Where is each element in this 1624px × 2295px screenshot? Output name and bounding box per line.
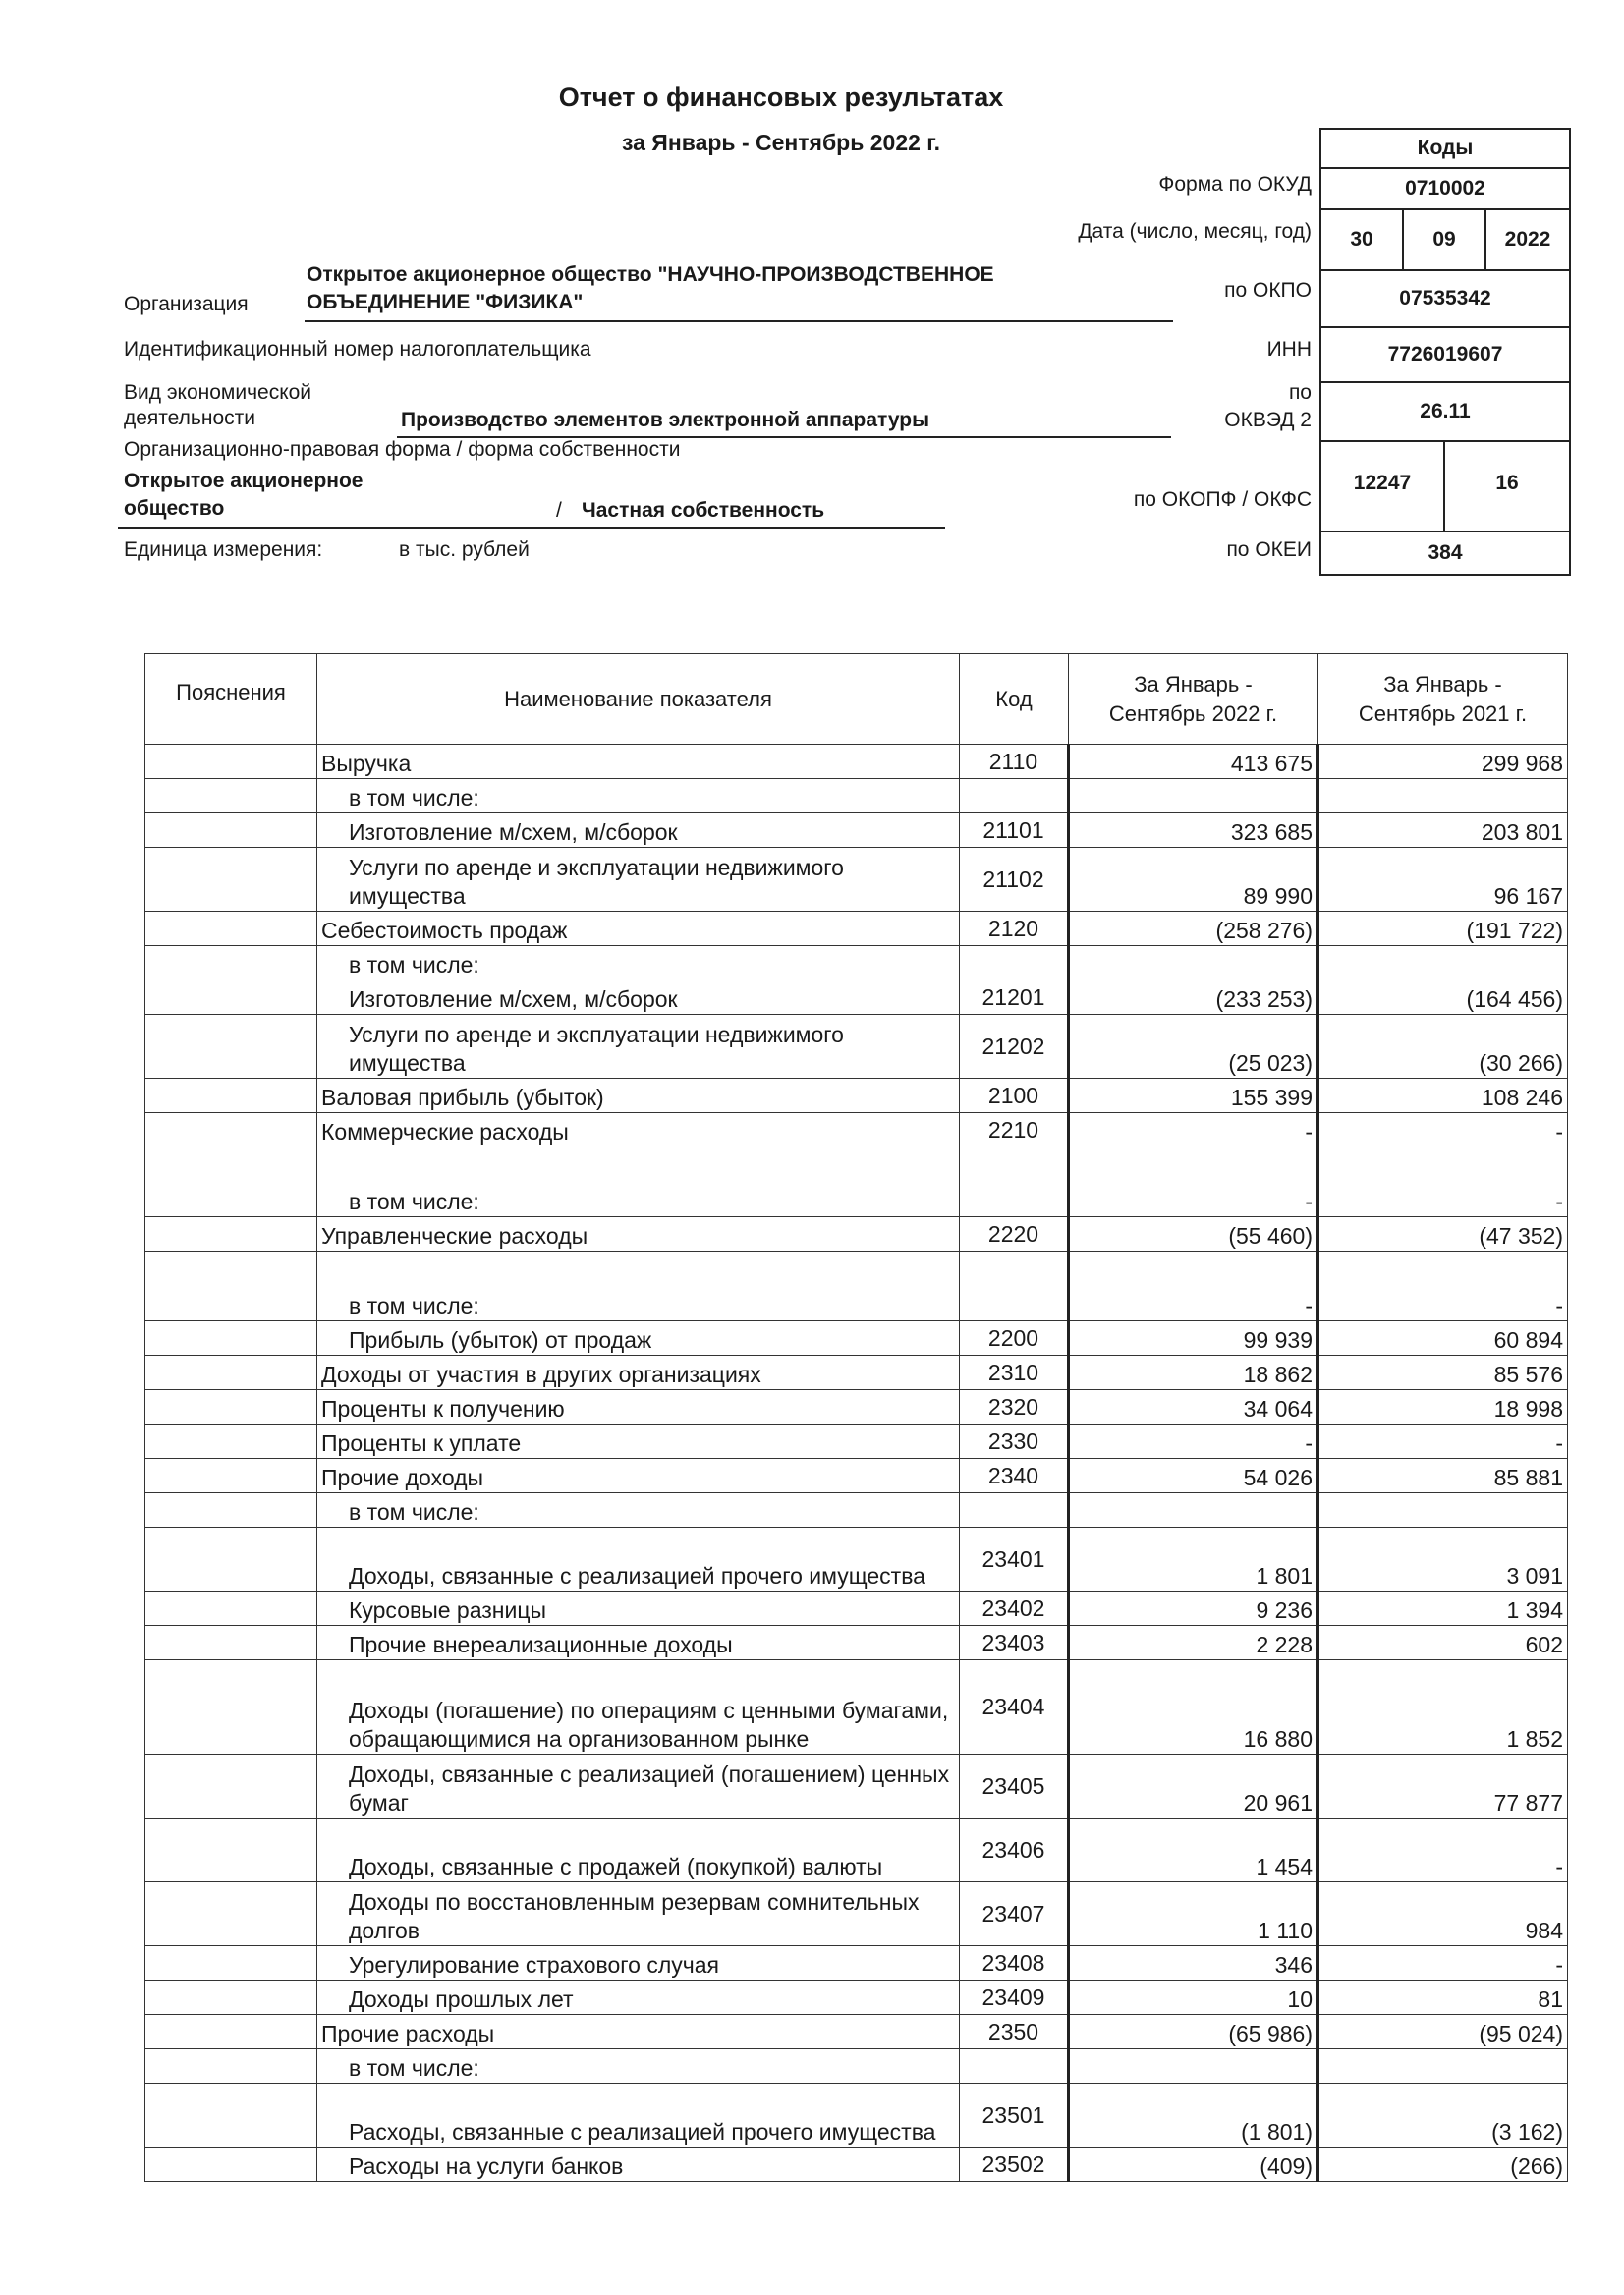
table-row <box>145 980 1568 1015</box>
okei-label: по ОКЕИ <box>1226 538 1312 561</box>
row-explanation <box>145 1113 317 1148</box>
row-current-value: (233 253) <box>1069 980 1318 1015</box>
row-previous-value: 85 881 <box>1318 1459 1568 1493</box>
row-code: 23405 <box>960 1755 1069 1819</box>
row-previous-value: 81 <box>1318 1981 1568 2015</box>
inn-code-label: ИНН <box>1266 338 1312 361</box>
row-name: Изготовление м/схем, м/сборок <box>317 980 960 1015</box>
row-code: 2110 <box>960 745 1069 779</box>
date-month: 09 <box>1402 208 1486 271</box>
row-explanation <box>145 2148 317 2182</box>
table-row <box>145 1321 1568 1356</box>
row-current-value: 413 675 <box>1069 745 1318 779</box>
row-previous-value: 96 167 <box>1318 848 1568 912</box>
table-row <box>145 848 1568 912</box>
row-current-value: 9 236 <box>1069 1592 1318 1626</box>
row-name: Изготовление м/схем, м/сборок <box>317 813 960 848</box>
row-previous-value: - <box>1318 1148 1568 1217</box>
row-explanation <box>145 1459 317 1493</box>
table-row <box>145 1592 1568 1626</box>
table-row <box>145 1079 1568 1113</box>
row-explanation <box>145 1148 317 1217</box>
row-code: 21101 <box>960 813 1069 848</box>
row-current-value <box>1069 2049 1318 2084</box>
table-row <box>145 1217 1568 1252</box>
table-row <box>145 1459 1568 1493</box>
legal-form-slash: / <box>556 499 562 522</box>
row-current-value: - <box>1069 1425 1318 1459</box>
table-body <box>145 745 1568 2182</box>
row-explanation <box>145 2015 317 2049</box>
row-current-value: (25 023) <box>1069 1015 1318 1079</box>
row-current-value: (65 986) <box>1069 2015 1318 2049</box>
row-previous-value: (266) <box>1318 2148 1568 2182</box>
row-current-value: 18 862 <box>1069 1356 1318 1390</box>
row-previous-value <box>1318 2049 1568 2084</box>
row-previous-value: 984 <box>1318 1882 1568 1946</box>
row-code: 23407 <box>960 1882 1069 1946</box>
row-name: Себестоимость продаж <box>317 912 960 946</box>
row-previous-value: 60 894 <box>1318 1321 1568 1356</box>
row-explanation <box>145 1356 317 1390</box>
table-row <box>145 1755 1568 1819</box>
organization-underline <box>305 320 1173 322</box>
row-explanation <box>145 1252 317 1321</box>
table-row <box>145 1015 1568 1079</box>
row-previous-value: 203 801 <box>1318 813 1568 848</box>
row-name: в том числе: <box>317 1493 960 1528</box>
row-current-value: 155 399 <box>1069 1079 1318 1113</box>
header-previous-period: За Январь - Сентябрь 2021 г. <box>1318 654 1568 745</box>
row-name: Расходы на услуги банков <box>317 2148 960 2182</box>
report-period: за Январь - Сентябрь 2022 г. <box>622 130 940 155</box>
okved-label-2: ОКВЭД 2 <box>1224 409 1312 431</box>
date-year: 2022 <box>1484 208 1571 271</box>
row-current-value: 89 990 <box>1069 848 1318 912</box>
row-current-value: (258 276) <box>1069 912 1318 946</box>
table-header-row <box>145 654 1568 745</box>
row-previous-value <box>1318 779 1568 813</box>
row-code: 21202 <box>960 1015 1069 1079</box>
row-explanation <box>145 1390 317 1425</box>
okpo-code: 07535342 <box>1319 269 1571 328</box>
row-code: 23404 <box>960 1660 1069 1755</box>
row-name: Управленческие расходы <box>317 1217 960 1252</box>
row-previous-value: (95 024) <box>1318 2015 1568 2049</box>
date-day: 30 <box>1319 208 1404 271</box>
row-code <box>960 1252 1069 1321</box>
row-previous-value: 85 576 <box>1318 1356 1568 1390</box>
table-row <box>145 946 1568 980</box>
row-name: Курсовые разницы <box>317 1592 960 1626</box>
row-code: 23408 <box>960 1946 1069 1981</box>
row-previous-value: 77 877 <box>1318 1755 1568 1819</box>
row-name: Доходы от участия в других организациях <box>317 1356 960 1390</box>
row-current-value: 16 880 <box>1069 1660 1318 1755</box>
row-previous-value: (3 162) <box>1318 2084 1568 2148</box>
row-name: в том числе: <box>317 1148 960 1217</box>
row-previous-value: (47 352) <box>1318 1217 1568 1252</box>
row-previous-value: 1 394 <box>1318 1592 1568 1626</box>
row-name: Валовая прибыль (убыток) <box>317 1079 960 1113</box>
okei-code: 384 <box>1319 531 1571 576</box>
row-code: 23501 <box>960 2084 1069 2148</box>
header-explanations: Пояснения <box>145 654 317 745</box>
row-name: Выручка <box>317 745 960 779</box>
row-code <box>960 779 1069 813</box>
row-previous-value: (164 456) <box>1318 980 1568 1015</box>
row-current-value: (1 801) <box>1069 2084 1318 2148</box>
row-code <box>960 1493 1069 1528</box>
row-code: 23502 <box>960 2148 1069 2182</box>
row-previous-value: - <box>1318 1819 1568 1882</box>
row-explanation <box>145 1079 317 1113</box>
row-previous-value: 3 091 <box>1318 1528 1568 1592</box>
row-code: 2330 <box>960 1425 1069 1459</box>
row-name: Доходы, связанные с реализацией (погашением) ценных бумаг <box>317 1755 960 1819</box>
table-row <box>145 2049 1568 2084</box>
codes-block <box>1319 128 1571 576</box>
table-row <box>145 1660 1568 1755</box>
row-name: Прочие доходы <box>317 1459 960 1493</box>
row-current-value: 346 <box>1069 1946 1318 1981</box>
table-row <box>145 1390 1568 1425</box>
row-explanation <box>145 1528 317 1592</box>
row-previous-value: - <box>1318 1946 1568 1981</box>
row-name: в том числе: <box>317 779 960 813</box>
unit-label: Единица измерения: <box>124 538 323 561</box>
row-previous-value: (30 266) <box>1318 1015 1568 1079</box>
activity-value: Производство элементов электронной аппаратуры <box>401 409 930 431</box>
row-name: Прочие внереализационные доходы <box>317 1626 960 1660</box>
row-explanation <box>145 1425 317 1459</box>
row-code: 2120 <box>960 912 1069 946</box>
row-explanation <box>145 1493 317 1528</box>
row-current-value: 1 454 <box>1069 1819 1318 1882</box>
row-explanation <box>145 1660 317 1755</box>
row-explanation <box>145 1626 317 1660</box>
row-explanation <box>145 2084 317 2148</box>
table-row <box>145 1626 1568 1660</box>
table-row <box>145 1819 1568 1882</box>
table-row <box>145 1113 1568 1148</box>
header-current-period: За Январь - Сентябрь 2022 г. <box>1069 654 1318 745</box>
row-previous-value: 18 998 <box>1318 1390 1568 1425</box>
header-indicator-name: Наименование показателя <box>317 654 960 745</box>
legal-form-value-2: общество <box>124 497 225 520</box>
inn-label: Идентификационный номер налогоплательщика <box>124 338 591 361</box>
row-name: Услуги по аренде и эксплуатации недвижимого имущества <box>317 848 960 912</box>
table-row <box>145 2084 1568 2148</box>
row-name: в том числе: <box>317 1252 960 1321</box>
table-row <box>145 912 1568 946</box>
legal-form-label: Организационно-правовая форма / форма собственности <box>124 438 681 461</box>
legal-form-value-1: Открытое акционерное <box>124 470 364 492</box>
row-name: Прочие расходы <box>317 2015 960 2049</box>
row-explanation <box>145 813 317 848</box>
row-current-value: 10 <box>1069 1981 1318 2015</box>
row-name: Доходы по восстановленным резервам сомнительных долгов <box>317 1882 960 1946</box>
row-current-value <box>1069 1493 1318 1528</box>
row-explanation <box>145 1882 317 1946</box>
table-row <box>145 745 1568 779</box>
row-current-value: 323 685 <box>1069 813 1318 848</box>
row-code: 2210 <box>960 1113 1069 1148</box>
okopf-code: 12247 <box>1319 440 1445 532</box>
legal-form-underline <box>118 527 945 529</box>
organization-label: Организация <box>124 293 249 315</box>
row-name: Проценты к получению <box>317 1390 960 1425</box>
row-explanation <box>145 1217 317 1252</box>
row-explanation <box>145 745 317 779</box>
table-row <box>145 1425 1568 1459</box>
table-row <box>145 779 1568 813</box>
row-name: Доходы прошлых лет <box>317 1981 960 2015</box>
okud-code: 0710002 <box>1319 167 1571 210</box>
table-row <box>145 2148 1568 2182</box>
row-code: 2220 <box>960 1217 1069 1252</box>
date-label: Дата (число, месяц, год) <box>1078 220 1312 243</box>
row-name: Прибыль (убыток) от продаж <box>317 1321 960 1356</box>
okfs-code: 16 <box>1443 440 1571 532</box>
row-current-value: - <box>1069 1113 1318 1148</box>
table-row <box>145 1148 1568 1217</box>
table-row <box>145 1528 1568 1592</box>
row-previous-value: - <box>1318 1252 1568 1321</box>
table-row <box>145 1493 1568 1528</box>
row-code: 2200 <box>960 1321 1069 1356</box>
row-previous-value: (191 722) <box>1318 912 1568 946</box>
row-current-value: - <box>1069 1252 1318 1321</box>
activity-label-1: Вид экономической <box>124 381 312 404</box>
row-explanation <box>145 946 317 980</box>
row-previous-value: - <box>1318 1425 1568 1459</box>
row-explanation <box>145 2049 317 2084</box>
okved-label-1: по <box>1288 381 1312 404</box>
row-code: 23401 <box>960 1528 1069 1592</box>
okud-label: Форма по ОКУД <box>1158 173 1312 196</box>
row-explanation <box>145 1592 317 1626</box>
row-current-value: - <box>1069 1148 1318 1217</box>
row-name: в том числе: <box>317 946 960 980</box>
row-current-value: 99 939 <box>1069 1321 1318 1356</box>
row-code: 21102 <box>960 848 1069 912</box>
row-explanation <box>145 779 317 813</box>
row-code <box>960 946 1069 980</box>
row-current-value: 1 110 <box>1069 1882 1318 1946</box>
table-row <box>145 1981 1568 2015</box>
row-previous-value: - <box>1318 1113 1568 1148</box>
row-explanation <box>145 980 317 1015</box>
table-row <box>145 1356 1568 1390</box>
row-name: Проценты к уплате <box>317 1425 960 1459</box>
row-explanation <box>145 848 317 912</box>
row-name: Расходы, связанные с реализацией прочего имущества <box>317 2084 960 2148</box>
row-explanation <box>145 1015 317 1079</box>
row-previous-value <box>1318 1493 1568 1528</box>
okopf-label: по ОКОПФ / ОКФС <box>1133 488 1312 511</box>
row-current-value: 54 026 <box>1069 1459 1318 1493</box>
organization-name-line2: ОБЪЕДИНЕНИЕ "ФИЗИКА" <box>307 291 584 313</box>
organization-name-line1: Открытое акционерное общество "НАУЧНО-ПРОИЗВОДСТВЕННОЕ <box>307 263 994 286</box>
row-code <box>960 2049 1069 2084</box>
okved-code: 26.11 <box>1319 381 1571 442</box>
row-code: 2340 <box>960 1459 1069 1493</box>
table-row <box>145 2015 1568 2049</box>
row-previous-value: 1 852 <box>1318 1660 1568 1755</box>
row-code: 2350 <box>960 2015 1069 2049</box>
row-current-value: (55 460) <box>1069 1217 1318 1252</box>
row-code: 23406 <box>960 1819 1069 1882</box>
row-current-value: 1 801 <box>1069 1528 1318 1592</box>
financial-results-table <box>144 653 1568 2182</box>
ownership-value: Частная собственность <box>582 499 825 522</box>
row-explanation <box>145 1321 317 1356</box>
table-row <box>145 1252 1568 1321</box>
row-name: Доходы, связанные с реализацией прочего имущества <box>317 1528 960 1592</box>
row-name: в том числе: <box>317 2049 960 2084</box>
row-current-value <box>1069 779 1318 813</box>
row-explanation <box>145 1819 317 1882</box>
table-row <box>145 813 1568 848</box>
row-name: Доходы (погашение) по операциям с ценными бумагами, обращающимися на организованном рынке <box>317 1660 960 1755</box>
header-code: Код <box>960 654 1069 745</box>
row-code: 2310 <box>960 1356 1069 1390</box>
row-code: 21201 <box>960 980 1069 1015</box>
row-current-value: 34 064 <box>1069 1390 1318 1425</box>
table-row <box>145 1946 1568 1981</box>
unit-value: в тыс. рублей <box>399 538 530 561</box>
activity-label-2: деятельности <box>124 407 255 429</box>
row-explanation <box>145 1946 317 1981</box>
row-name: Услуги по аренде и эксплуатации недвижимого имущества <box>317 1015 960 1079</box>
report-title: Отчет о финансовых результатах <box>558 83 1004 112</box>
row-code: 23409 <box>960 1981 1069 2015</box>
row-explanation <box>145 1755 317 1819</box>
codes-header: Коды <box>1319 128 1571 169</box>
row-code: 23403 <box>960 1626 1069 1660</box>
row-current-value: 2 228 <box>1069 1626 1318 1660</box>
row-previous-value: 602 <box>1318 1626 1568 1660</box>
row-explanation <box>145 912 317 946</box>
row-previous-value: 299 968 <box>1318 745 1568 779</box>
row-name: Доходы, связанные с продажей (покупкой) валюты <box>317 1819 960 1882</box>
row-code: 2100 <box>960 1079 1069 1113</box>
row-code: 23402 <box>960 1592 1069 1626</box>
table-row <box>145 1882 1568 1946</box>
okpo-label: по ОКПО <box>1224 279 1312 302</box>
row-current-value: 20 961 <box>1069 1755 1318 1819</box>
row-current-value <box>1069 946 1318 980</box>
row-previous-value <box>1318 946 1568 980</box>
row-name: Коммерческие расходы <box>317 1113 960 1148</box>
row-code: 2320 <box>960 1390 1069 1425</box>
inn-code: 7726019607 <box>1319 326 1571 383</box>
row-code <box>960 1148 1069 1217</box>
row-previous-value: 108 246 <box>1318 1079 1568 1113</box>
row-name: Урегулирование страхового случая <box>317 1946 960 1981</box>
row-explanation <box>145 1981 317 2015</box>
row-current-value: (409) <box>1069 2148 1318 2182</box>
